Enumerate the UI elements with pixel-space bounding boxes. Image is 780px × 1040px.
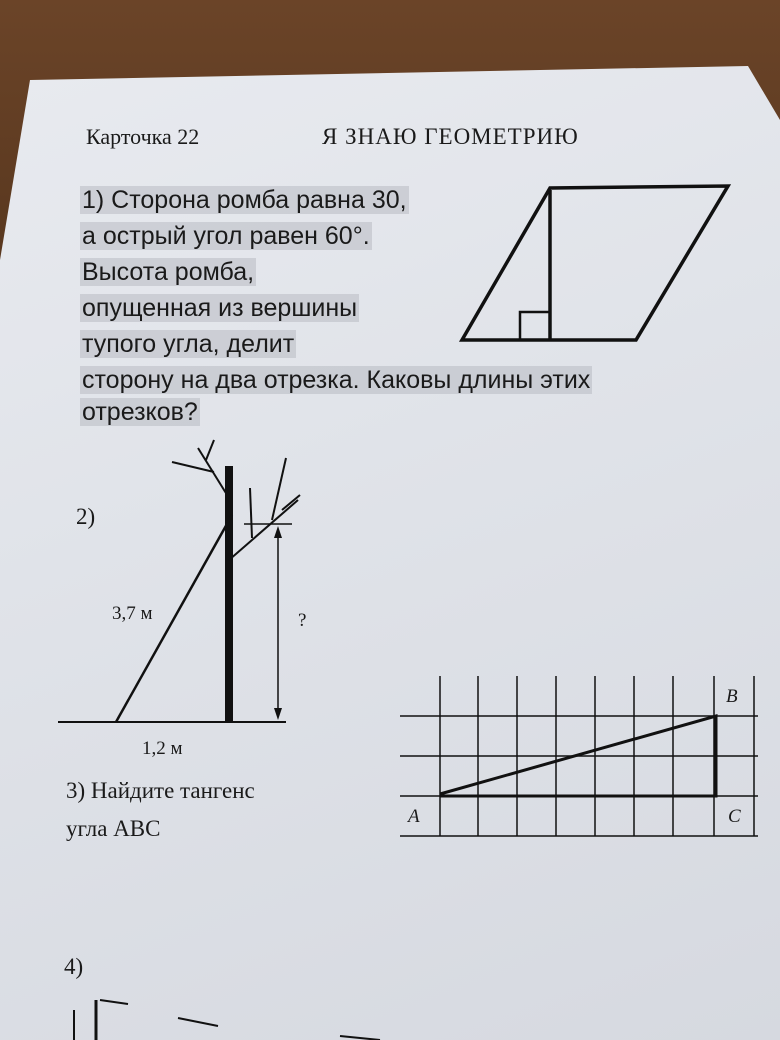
problem1-line-3: Высота ромба, (82, 258, 255, 286)
problem1-line-5: тупого угла, делит (82, 330, 295, 358)
point-a-label: A (408, 806, 420, 827)
ladder-length-label: 3,7 м (112, 603, 153, 624)
height-unknown-label: ? (298, 610, 307, 631)
problem1-line-7: отрезков? (82, 398, 198, 426)
problem1-line-6: сторону на два отрезка. Каковы длины этих (82, 366, 591, 394)
point-b-label: B (726, 686, 738, 707)
problem4-figure-fragment (74, 1000, 380, 1040)
base-length-label: 1,2 м (142, 738, 183, 759)
problem1-line-4: опущенная из вершины (82, 294, 358, 322)
problem3-line-2: угла АВС (66, 816, 161, 841)
grid-figure (400, 676, 758, 836)
ladder-figure (58, 440, 300, 722)
problem1-line-1: 1) Сторона ромба равна 30, (82, 186, 407, 214)
problem2-number: 2) (76, 504, 96, 529)
problem4-number: 4) (64, 954, 84, 979)
point-c-label: C (728, 806, 741, 827)
problem1-line-2: а острый угол равен 60°. (82, 222, 370, 250)
rhombus-figure (462, 186, 728, 340)
card-number: Карточка 22 (86, 124, 200, 149)
worksheet-title: Я ЗНАЮ ГЕОМЕТРИЮ (322, 124, 579, 149)
problem3-line-1: 3) Найдите тангенс (66, 778, 255, 803)
